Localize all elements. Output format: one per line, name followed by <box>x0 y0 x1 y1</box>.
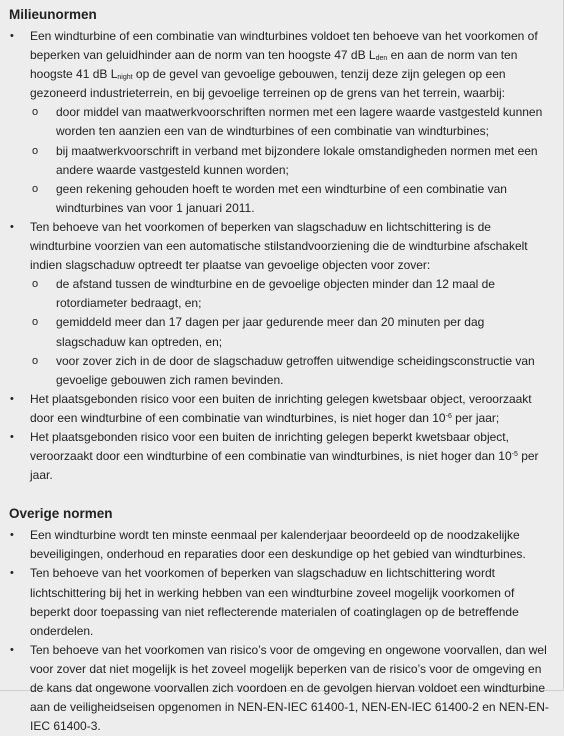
bullet-list <box>9 526 554 736</box>
section-heading: Milieunormen <box>9 7 97 22</box>
sub-list <box>30 103 554 218</box>
item-text: Een windturbine wordt ten minste eenmaal per kalenderjaar beoordeeld op de noodzakelijke beveiligingen, onderhoud en reparaties door een deskundige op het gebied van windturbines. <box>30 528 526 562</box>
list-item <box>9 641 554 736</box>
list-item <box>9 390 554 428</box>
bullet-icon: • <box>10 567 14 580</box>
circle-bullet-icon: o <box>32 354 39 367</box>
bullet-icon: • <box>10 30 14 42</box>
list-item <box>9 27 554 218</box>
circle-bullet-icon: o <box>32 316 39 329</box>
section-milieunormen <box>9 5 554 485</box>
item-text: Ten behoeve van het voorkomen of beperken van slagschaduw en lichtschittering is de windturbine voorzien van een automatische stilstandvoorziening die de windturbine afschakelt indien slagschaduw optreedt ter plaatse van gevoelige objecten voor zover: <box>30 219 528 273</box>
section-overige-normen <box>9 504 554 736</box>
sub-list <box>30 275 554 390</box>
bullet-icon: • <box>10 392 14 405</box>
list-item <box>9 526 554 564</box>
list-item <box>9 218 554 390</box>
sub-list-item: o gemiddeld meer dan 17 dagen per jaar gedurende meer dan 20 minuten per dag slagschaduw kan optreden, en; <box>32 315 485 349</box>
bullet-icon: • <box>10 220 14 233</box>
sub-list-item: o voor zover zich in de door de slagschaduw getroffen uitwendige scheidingsconstructie van gevoelige gebouwen zich ramen bevinden. <box>32 353 535 387</box>
sub-list-item: o door middel van maatwerkvoorschriften normen met een lagere waarde vastgesteld kunnen worden ten aanzien een van de windturbines of een combinatie van windturbines; <box>32 105 543 139</box>
bullet-icon: • <box>10 643 14 656</box>
item-text: Het plaatsgebonden risico voor een buiten de inrichting gelegen beperkt kwetsbaar object, veroorzaakt door een windturbine of een combinatie van windturbines, is niet hoger dan $10^{-5}$ per jaar. <box>30 429 539 483</box>
bullet-icon: • <box>10 529 14 542</box>
bullet-icon: • <box>10 430 14 443</box>
list-item <box>9 564 554 640</box>
item-text: Ten behoeve van het voorkomen van risico’s voor de omgeving en ongewone voorvallen, dan wel voor zover dat niet mogelijk is het zoveel mogelijk beperken van de risico’s voor de omgeving en de kans dat ongewone voorvallen zich voordoen en de gevolgen hiervan voldoet een windturbine aan de veiligheidseisen opgenomen in NEN-EN-IEC 61400-1, NEN-EN-IEC 61400-2 en NEN-EN-IEC 61400-3. <box>30 642 549 734</box>
bullet-list <box>9 27 554 485</box>
circle-bullet-icon: o <box>32 144 39 157</box>
item-text: Ten behoeve van het voorkomen of beperken van slagschaduw en lichtschittering wordt lichtschittering bij het in werking hebben van een windturbine zoveel mogelijk voorkomen of beperkt door toepassing van niet reflecterende materialen of coatinglagen op de betreffende onderdelen. <box>30 566 519 638</box>
sub-list-item: o geen rekening gehouden hoeft te worden met een windturbine of een combinatie van windturbines van voor 1 januari 2011. <box>32 181 507 215</box>
item-text: Een windturbine of een combinatie van windturbines voldoet ten behoeve van het voorkomen of beperken van geluidhinder aan de norm van ten hoogste 47 dB $L_{den}$ en aan de norm van ten hoogste 41 dB $L_{night}$ op de gevel van gevoelige gebouwen, tenzij deze zijn gelegen op een gezoneerd industrieterrein, en bij gevoelige terreinen op de grens van het terrein, waarbij: <box>30 29 538 101</box>
circle-bullet-icon: o <box>32 278 39 291</box>
circle-bullet-icon: o <box>32 182 39 195</box>
item-text: Het plaatsgebonden risico voor een buiten de inrichting gelegen kwetsbaar object, veroorzaakt door een windturbine of een combinatie van windturbines, is niet hoger dan $10^{-6}$ per jaar; <box>30 391 532 425</box>
circle-bullet-icon: o <box>32 106 39 119</box>
list-item <box>9 428 554 485</box>
sub-list-item: o de afstand tussen de windturbine en de gevoelige objecten minder dan 12 maal de rotordiameter bedraagt, en; <box>32 277 495 311</box>
section-heading: Overige normen <box>9 506 113 522</box>
sub-list-item: o bij maatwerkvoorschrift in verband met bijzondere lokale omstandigheden normen met een andere waarde vastgesteld kunnen worden; <box>32 143 538 177</box>
